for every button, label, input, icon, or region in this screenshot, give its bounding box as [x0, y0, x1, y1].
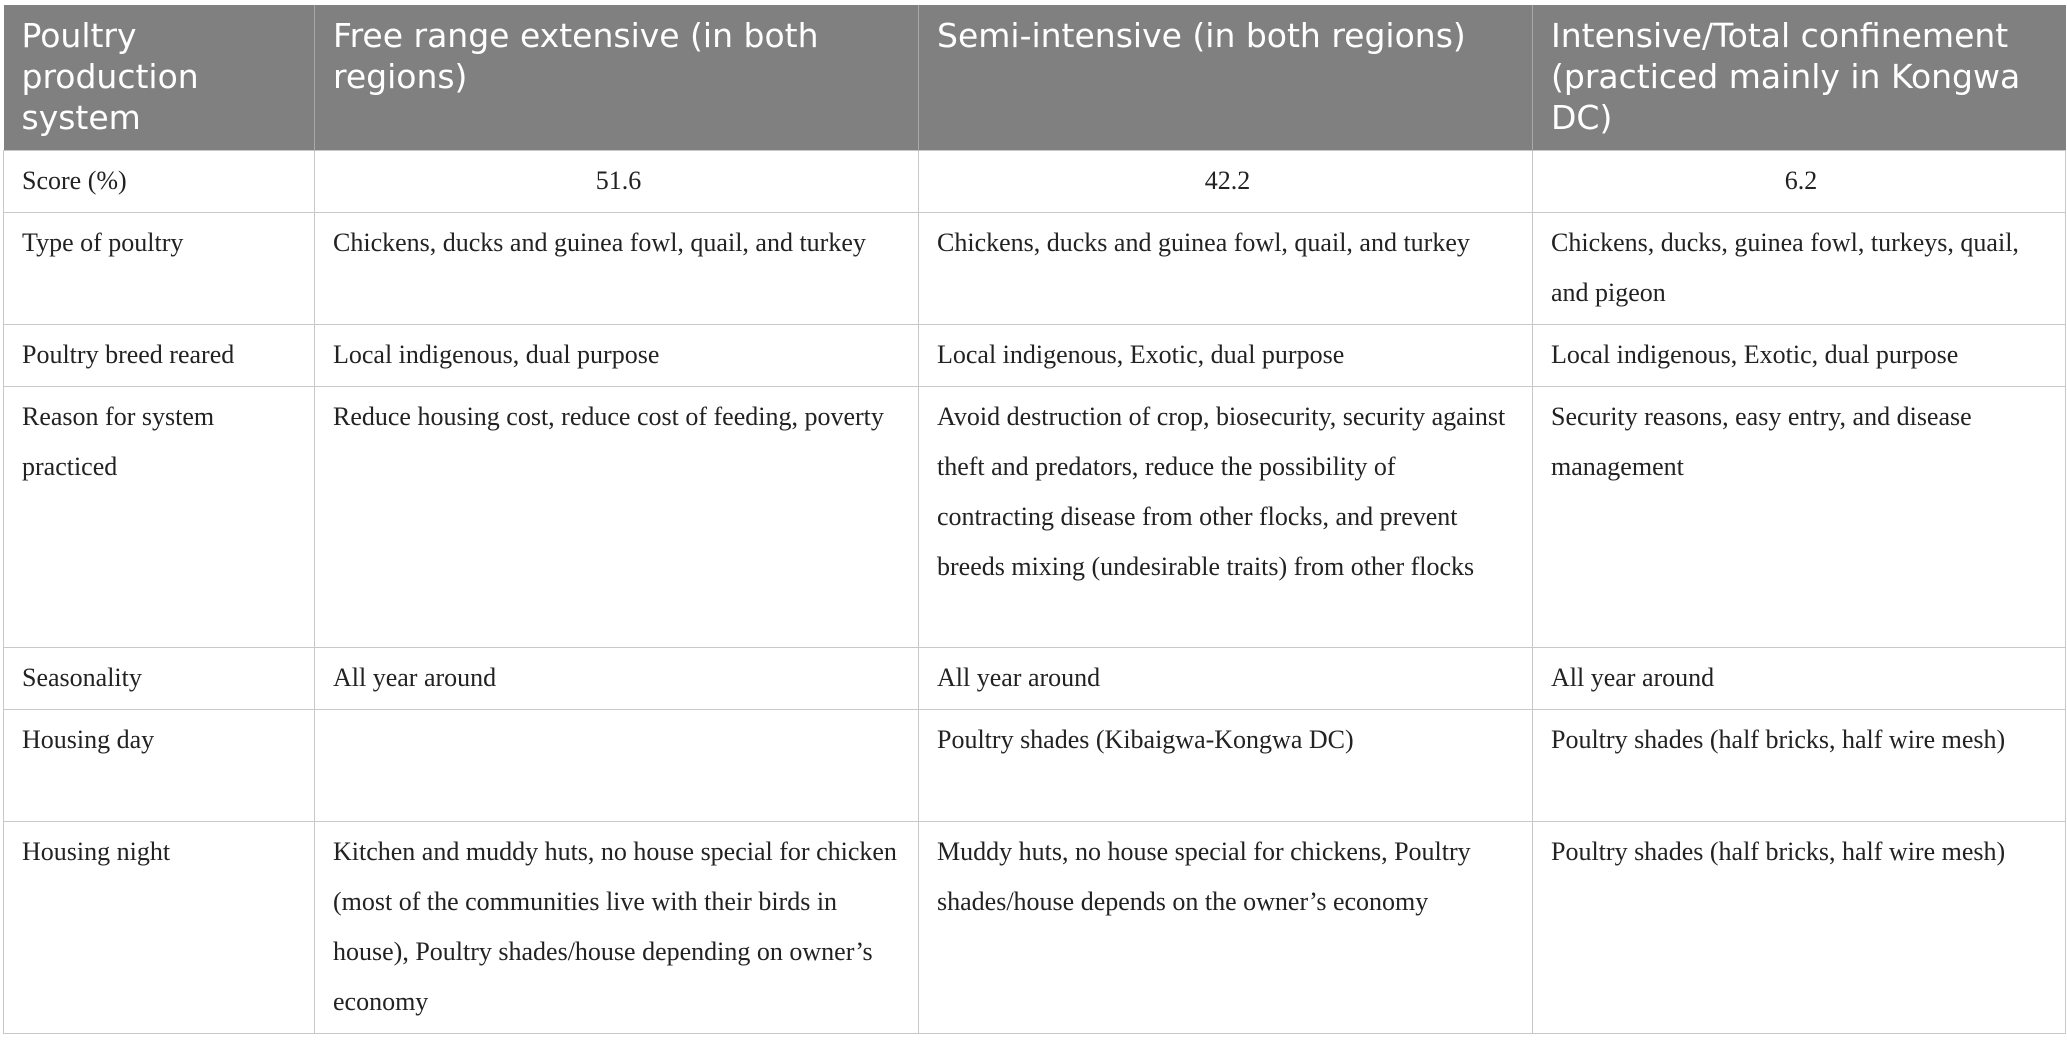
cell-free-range: Kitchen and muddy huts, no house special for chicken (most of the communities live with their birds in house), Poultry shades/house depending on owner’s economy [315, 822, 919, 1034]
cell-semi-intensive: Poultry shades (Kibaigwa-Kongwa DC) [919, 710, 1533, 822]
cell-free-range: Reduce housing cost, reduce cost of feeding, poverty [315, 387, 919, 648]
cell-semi-intensive: Chickens, ducks and guinea fowl, quail, and turkey [919, 213, 1533, 325]
cell-intensive: Security reasons, easy entry, and disease management [1533, 387, 2066, 648]
cell-intensive: Local indigenous, Exotic, dual purpose [1533, 325, 2066, 387]
header-row [4, 5, 2066, 151]
cell-semi-intensive: 42.2 [919, 151, 1533, 213]
cell-free-range: Chickens, ducks and guinea fowl, quail, and turkey [315, 213, 919, 325]
table-row [4, 822, 2066, 1034]
table-row [4, 387, 2066, 648]
cell-intensive: Poultry shades (half bricks, half wire mesh) [1533, 822, 2066, 1034]
cell-intensive: 6.2 [1533, 151, 2066, 213]
cell-intensive: All year around [1533, 648, 2066, 710]
cell-semi-intensive: Avoid destruction of crop, biosecurity, security against theft and predators, reduce the possibility of contracting disease from other flocks, and prevent breeds mixing (undesirable traits) from other flocks [919, 387, 1533, 648]
cell-free-range: Local indigenous, dual purpose [315, 325, 919, 387]
table-row [4, 710, 2066, 822]
table-row [4, 648, 2066, 710]
row-label: Seasonality [4, 648, 315, 710]
row-label: Poultry breed reared [4, 325, 315, 387]
header-intensive: Intensive/Total confinement (practiced mainly in Kongwa DC) [1533, 5, 2066, 151]
header-production-system: Poultry production system [4, 5, 315, 151]
cell-semi-intensive: Local indigenous, Exotic, dual purpose [919, 325, 1533, 387]
cell-intensive: Poultry shades (half bricks, half wire mesh) [1533, 710, 2066, 822]
table-row [4, 325, 2066, 387]
cell-free-range: All year around [315, 648, 919, 710]
cell-free-range [315, 710, 919, 822]
header-semi-intensive: Semi-intensive (in both regions) [919, 5, 1533, 151]
cell-intensive: Chickens, ducks, guinea fowl, turkeys, quail, and pigeon [1533, 213, 2066, 325]
table-row [4, 213, 2066, 325]
cell-semi-intensive: All year around [919, 648, 1533, 710]
table-row [4, 151, 2066, 213]
row-label: Score (%) [4, 151, 315, 213]
row-label: Housing night [4, 822, 315, 1034]
poultry-production-table [3, 5, 2066, 1034]
cell-free-range: 51.6 [315, 151, 919, 213]
row-label: Reason for system practiced [4, 387, 315, 648]
header-free-range: Free range extensive (in both regions) [315, 5, 919, 151]
cell-semi-intensive: Muddy huts, no house special for chickens, Poultry shades/house depends on the owner’s economy [919, 822, 1533, 1034]
row-label: Housing day [4, 710, 315, 822]
row-label: Type of poultry [4, 213, 315, 325]
